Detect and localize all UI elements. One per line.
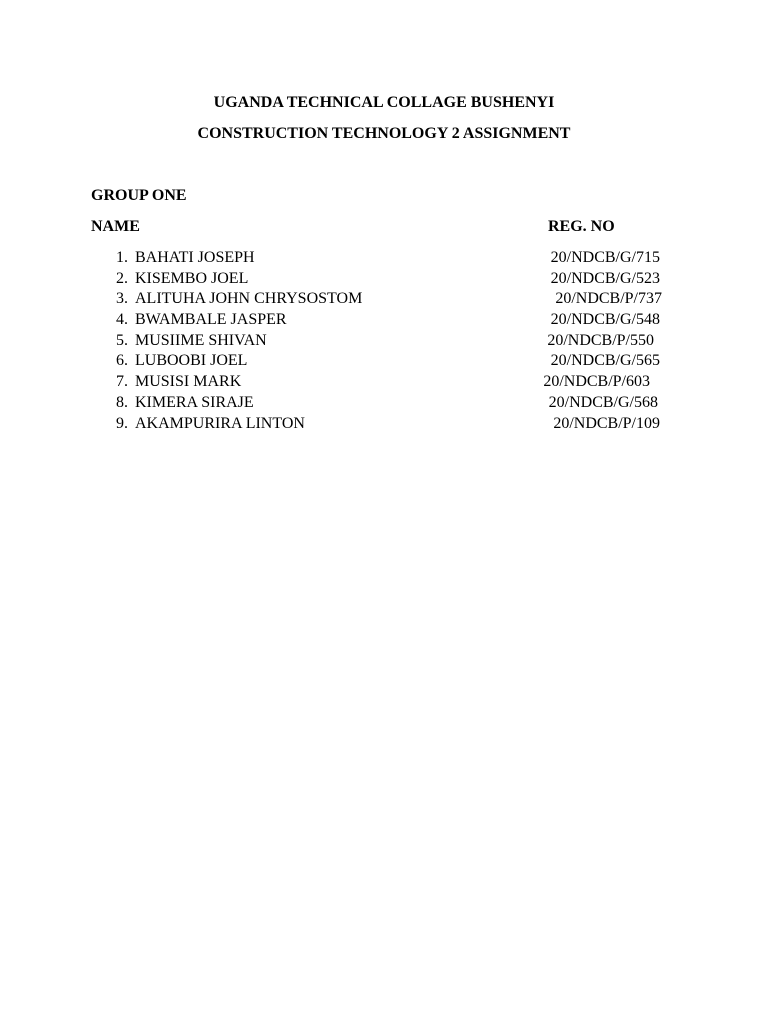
member-reg-no: 20/NDCB/P/109 (553, 414, 660, 432)
item-number: 3. (116, 290, 128, 308)
list-item (0, 289, 768, 310)
member-name: KISEMBO JOEL (135, 269, 249, 287)
member-name: BAHATI JOSEPH (135, 249, 255, 266)
list-item (0, 248, 768, 269)
list-item (0, 351, 768, 372)
name-column-header: NAME (91, 218, 140, 235)
reg-no-column-header: REG. NO (548, 218, 615, 235)
item-number: 7. (116, 373, 128, 391)
member-name: AKAMPURIRA LINTON (135, 414, 305, 432)
item-number: 8. (116, 393, 128, 411)
document-title: UGANDA TECHNICAL COLLAGE BUSHENYI (213, 94, 555, 111)
list-item (0, 310, 768, 331)
item-number: 5. (116, 331, 128, 349)
member-reg-no: 20/NDCB/G/565 (550, 352, 660, 370)
list-item (0, 414, 768, 435)
member-name: LUBOOBI JOEL (135, 352, 248, 370)
item-number: 1. (116, 249, 128, 266)
member-reg-no: 20/NDCB/G/568 (548, 393, 658, 411)
member-reg-no: 20/NDCB/P/550 (547, 331, 654, 349)
member-name: ALITUHA JOHN CHRYSOSTOM (135, 290, 363, 308)
member-name: KIMERA SIRAJE (135, 393, 254, 411)
member-reg-no: 20/NDCB/P/603 (543, 373, 650, 391)
member-reg-no: 20/NDCB/G/548 (550, 311, 660, 329)
item-number: 6. (116, 352, 128, 370)
document-subtitle: CONSTRUCTION TECHNOLOGY 2 ASSIGNMENT (197, 125, 571, 142)
list-item (0, 393, 768, 414)
member-reg-no: 20/NDCB/G/715 (550, 249, 660, 266)
group-label: GROUP ONE (91, 187, 187, 204)
list-item (0, 269, 768, 290)
member-name: MUSIIME SHIVAN (135, 331, 267, 349)
item-number: 4. (116, 311, 128, 329)
member-name: BWAMBALE JASPER (135, 311, 287, 329)
member-name: MUSISI MARK (135, 373, 242, 391)
member-reg-no: 20/NDCB/P/737 (555, 290, 662, 308)
member-list (0, 248, 768, 434)
list-item (0, 331, 768, 352)
item-number: 9. (116, 414, 128, 432)
list-item (0, 372, 768, 393)
member-reg-no: 20/NDCB/G/523 (550, 269, 660, 287)
item-number: 2. (116, 269, 128, 287)
